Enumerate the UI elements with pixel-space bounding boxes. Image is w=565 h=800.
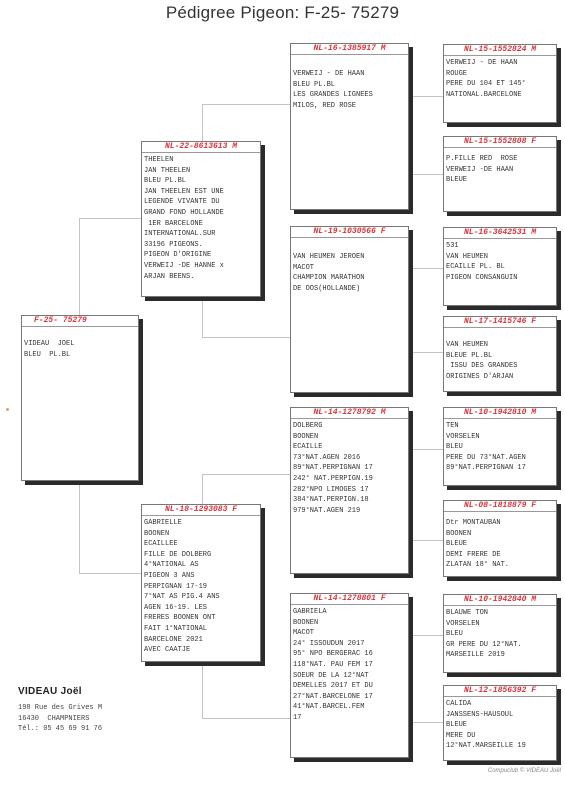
great-grandparent-id: NL-15-1552824 M	[444, 45, 556, 56]
text-line: 1ER BARCELONE	[144, 219, 203, 228]
connector	[202, 104, 203, 141]
text-line: INTERNATIONAL.SUR	[144, 230, 216, 239]
text-line: VAN HEUMEN	[446, 252, 489, 261]
footer-credit: Compuclub © VIDEAU Joël	[487, 768, 561, 774]
text-line: ECAILLEE	[144, 540, 178, 549]
connector	[409, 96, 443, 97]
text-line: ZLATAN 18° NAT.	[446, 561, 510, 570]
great-grandparent-details	[444, 419, 556, 474]
connector	[202, 474, 290, 475]
grandsire-maternal-card	[290, 407, 409, 574]
text-line: VAN HEUMEN JEROEN	[293, 253, 365, 261]
text-line: 24° ISSOUDUN 2017	[293, 639, 365, 648]
sire-id: NL-22-8613613 M	[142, 142, 260, 153]
subject-id: F-25- 75279	[22, 316, 138, 327]
connector	[409, 449, 443, 450]
text-line: DEMELLES 2017 ET DU	[293, 682, 373, 691]
great-grandparent-details	[444, 239, 556, 283]
text-line: 41°NAT.BARCEL.FEM	[293, 703, 365, 712]
granddam-paternal-details	[291, 238, 408, 294]
grandsire-paternal-id: NL-16-1385917 M	[291, 44, 408, 55]
text-line: NATIONAL.BARCELONE	[446, 90, 522, 99]
dam-details	[142, 516, 260, 656]
text-line: BLEUE PL.BL	[446, 351, 493, 360]
granddam-paternal-id: NL-19-1030566 F	[291, 227, 408, 238]
dam-card	[141, 504, 261, 662]
great-grandparent-card	[443, 685, 557, 761]
text-line: 17	[293, 713, 302, 722]
great-grandparent-card	[443, 316, 557, 392]
text-line: ROUGE	[446, 69, 468, 78]
text-line: CALIDA	[446, 700, 472, 708]
text-line: 384°NAT.PERPIGN.18	[293, 496, 369, 505]
page-title: Pédigree Pigeon: F-25- 75279	[165, 3, 400, 22]
text-line: VERWEIJ - DE HAAN	[293, 70, 365, 78]
connector	[409, 352, 443, 353]
connector	[202, 297, 203, 337]
text-line: MACOT	[293, 629, 315, 638]
great-grandparent-card	[443, 44, 557, 123]
great-grandparent-details	[444, 56, 556, 100]
text-line: BARCELONE 2021	[144, 635, 203, 644]
text-line: JAN THEELEN EST UNE	[144, 187, 224, 196]
text-line: 89°NAT.PERPIGNAN 17	[293, 464, 373, 473]
text-line: VORSELEN	[446, 432, 480, 441]
text-line: FAIT 1°NATIONAL	[144, 624, 208, 633]
granddam-maternal-card	[290, 593, 409, 758]
text-line: DEMI FRERE DE	[446, 550, 501, 559]
connector	[409, 174, 443, 175]
text-line: FILLE DE DOLBERG	[144, 550, 212, 559]
text-line: 12°NAT.MARSEILLE 19	[446, 742, 526, 751]
text-line: 73°NAT.AGEN 2016	[293, 453, 361, 462]
text-line: TEN	[446, 422, 459, 430]
breeder-block	[18, 686, 102, 735]
text-line: 282°NPO LIMOGES 17	[293, 485, 369, 494]
great-grandparent-card	[443, 500, 557, 577]
great-grandparent-id: NL-16-3642531 M	[444, 228, 556, 239]
dam-id: NL-18-1293083 F	[142, 505, 260, 516]
text-line: 118°NAT. PAU FEM 17	[293, 660, 373, 669]
text-line: ISSU DES GRANDES	[446, 362, 518, 371]
granddam-paternal-card	[290, 226, 409, 393]
text-line: VERWEIJ -DE HAAN	[446, 165, 514, 174]
granddam-maternal-id: NL-14-1278801 F	[291, 594, 408, 605]
text-line: BOONEN	[293, 432, 319, 441]
text-line: VORSELEN	[446, 619, 480, 628]
speck	[6, 408, 9, 411]
text-line: 27°NAT.BARCELONE 17	[293, 692, 373, 701]
text-line: BLEU PL.BL	[144, 177, 187, 186]
text-line: 198 Rue des Grives M	[18, 704, 103, 712]
text-line: THEELEN	[144, 156, 174, 164]
sire-card	[141, 141, 261, 297]
connector	[79, 481, 80, 573]
text-line: PIGEON CONSANGUIN	[446, 273, 518, 282]
great-grandparent-details	[444, 697, 556, 752]
text-line: GR PERE DU 12°NAT.	[446, 640, 522, 649]
text-line: VERWEIJ - DE HAAN	[446, 59, 518, 67]
great-grandparent-card	[443, 407, 557, 486]
text-line: PERE DU 104 ET 145°	[446, 80, 526, 89]
subject-card	[21, 315, 139, 481]
text-line: VIDEAU JOEL	[24, 340, 75, 348]
text-line: BLEU	[446, 443, 463, 452]
connector	[79, 218, 80, 315]
great-grandparent-id: NL-17-1415746 F	[444, 317, 556, 328]
connector	[202, 337, 290, 338]
text-line: BLEU	[446, 630, 463, 639]
great-grandparent-id: NL-12-1856392 F	[444, 686, 556, 697]
text-line: GRAND FOND HOLLANDE	[144, 208, 224, 217]
breeder-address	[18, 703, 102, 735]
text-line: 242° NAT.PERPIGN.19	[293, 474, 373, 483]
text-line: BOONEN	[293, 618, 319, 627]
subject-details	[22, 327, 138, 360]
text-line: GABRIELLE	[144, 519, 182, 527]
text-line: DE OOS(HOLLANDE)	[293, 284, 361, 293]
text-line: FRERES BOONEN ONT	[144, 614, 216, 623]
great-grandparent-details	[444, 606, 556, 661]
great-grandparent-details	[444, 148, 556, 186]
connector	[409, 268, 443, 269]
text-line: ECAILLE PL. BL	[446, 263, 505, 272]
text-line: 531	[446, 242, 459, 250]
text-line: BLEU PL.BL	[293, 80, 336, 89]
great-grandparent-card	[443, 594, 557, 673]
great-grandparent-id: NL-08-1818879 F	[444, 501, 556, 512]
text-line: 7°NAT AS PIG.4 ANS	[144, 593, 220, 602]
grandsire-maternal-details	[291, 419, 408, 516]
text-line: JAN THEELEN	[144, 166, 191, 175]
connector	[202, 104, 290, 105]
text-line: BLAUWE TON	[446, 609, 489, 617]
text-line: BOONEN	[446, 529, 472, 538]
text-line: BLEUE	[446, 721, 468, 730]
text-line: DOLBERG	[293, 422, 323, 430]
text-line: LEGENDE VIVANTE DU	[144, 198, 220, 207]
connector	[409, 722, 443, 723]
granddam-maternal-details	[291, 605, 408, 724]
text-line: BLEUE	[446, 540, 468, 549]
text-line: LES GRANDES LIGNEES	[293, 91, 373, 100]
grandsire-paternal-card	[290, 43, 409, 210]
text-line: JANSSENS-HAUSOUL	[446, 710, 514, 719]
great-grandparent-details	[444, 512, 556, 571]
text-line: VERWEIJ -DE HANNE x	[144, 261, 224, 270]
great-grandparent-card	[443, 227, 557, 306]
text-line: MARSEILLE 2019	[446, 651, 505, 660]
text-line: P.FILLE RED ROSE	[446, 155, 518, 163]
connector	[202, 662, 203, 718]
connector	[79, 573, 141, 574]
text-line: MERE DU	[446, 731, 476, 740]
text-line: 33196 PIGEONS.	[144, 240, 203, 249]
sire-details	[142, 153, 260, 282]
text-line: PIGEON D'ORIGINE	[144, 251, 212, 260]
text-line: MILOS, RED ROSE	[293, 101, 357, 110]
connector	[409, 635, 443, 636]
text-line: BOONEN	[144, 529, 170, 538]
text-line: Dtr MONTAUBAN	[446, 519, 501, 527]
text-line: ECAILLE	[293, 443, 323, 452]
text-line: PERPIGNAN 17-19	[144, 582, 208, 591]
connector	[202, 474, 203, 504]
text-line: 89°NAT.PERPIGNAN 17	[446, 464, 526, 473]
text-line: MACOT	[293, 263, 315, 272]
great-grandparent-id: NL-15-1552808 F	[444, 137, 556, 148]
text-line: AGEN 16-19. LES	[144, 603, 208, 612]
text-line: VAN HEUMEN	[446, 341, 489, 349]
text-line: GABRIELA	[293, 608, 327, 616]
text-line: PERE DU 73°NAT.AGEN	[446, 453, 526, 462]
text-line: AVEC CAATJE	[144, 646, 191, 655]
text-line: ORIGINES D'ARJAN	[446, 372, 514, 381]
great-grandparent-details	[444, 328, 556, 382]
grandsire-maternal-id: NL-14-1278792 M	[291, 408, 408, 419]
great-grandparent-card	[443, 136, 557, 212]
breeder-name: VIDEAU Joël	[18, 686, 82, 697]
text-line: BLEUE	[446, 176, 468, 185]
text-line: 16430 CHAMPNIERS	[18, 714, 90, 723]
connector	[409, 540, 443, 541]
connector	[202, 718, 290, 719]
text-line: Tél.: 05 45 69 91 76	[18, 725, 103, 733]
text-line: SOEUR DE LA 12°NAT	[293, 671, 369, 680]
connector	[79, 218, 141, 219]
text-line: 4°NATIONAL AS	[144, 561, 199, 570]
great-grandparent-id: NL-10-1942810 M	[444, 408, 556, 419]
grandsire-paternal-details	[291, 55, 408, 111]
text-line: PIGEON 3 ANS	[144, 571, 195, 580]
text-line: 979°NAT.AGEN 219	[293, 506, 361, 515]
text-line: 95° NPO BERGERAC 16	[293, 650, 373, 659]
text-line: ARJAN BEENS.	[144, 272, 195, 281]
text-line: BLEU PL.BL	[24, 350, 71, 359]
great-grandparent-id: NL-10-1942840 M	[444, 595, 556, 606]
text-line: CHAMPION MARATHON	[293, 274, 365, 283]
